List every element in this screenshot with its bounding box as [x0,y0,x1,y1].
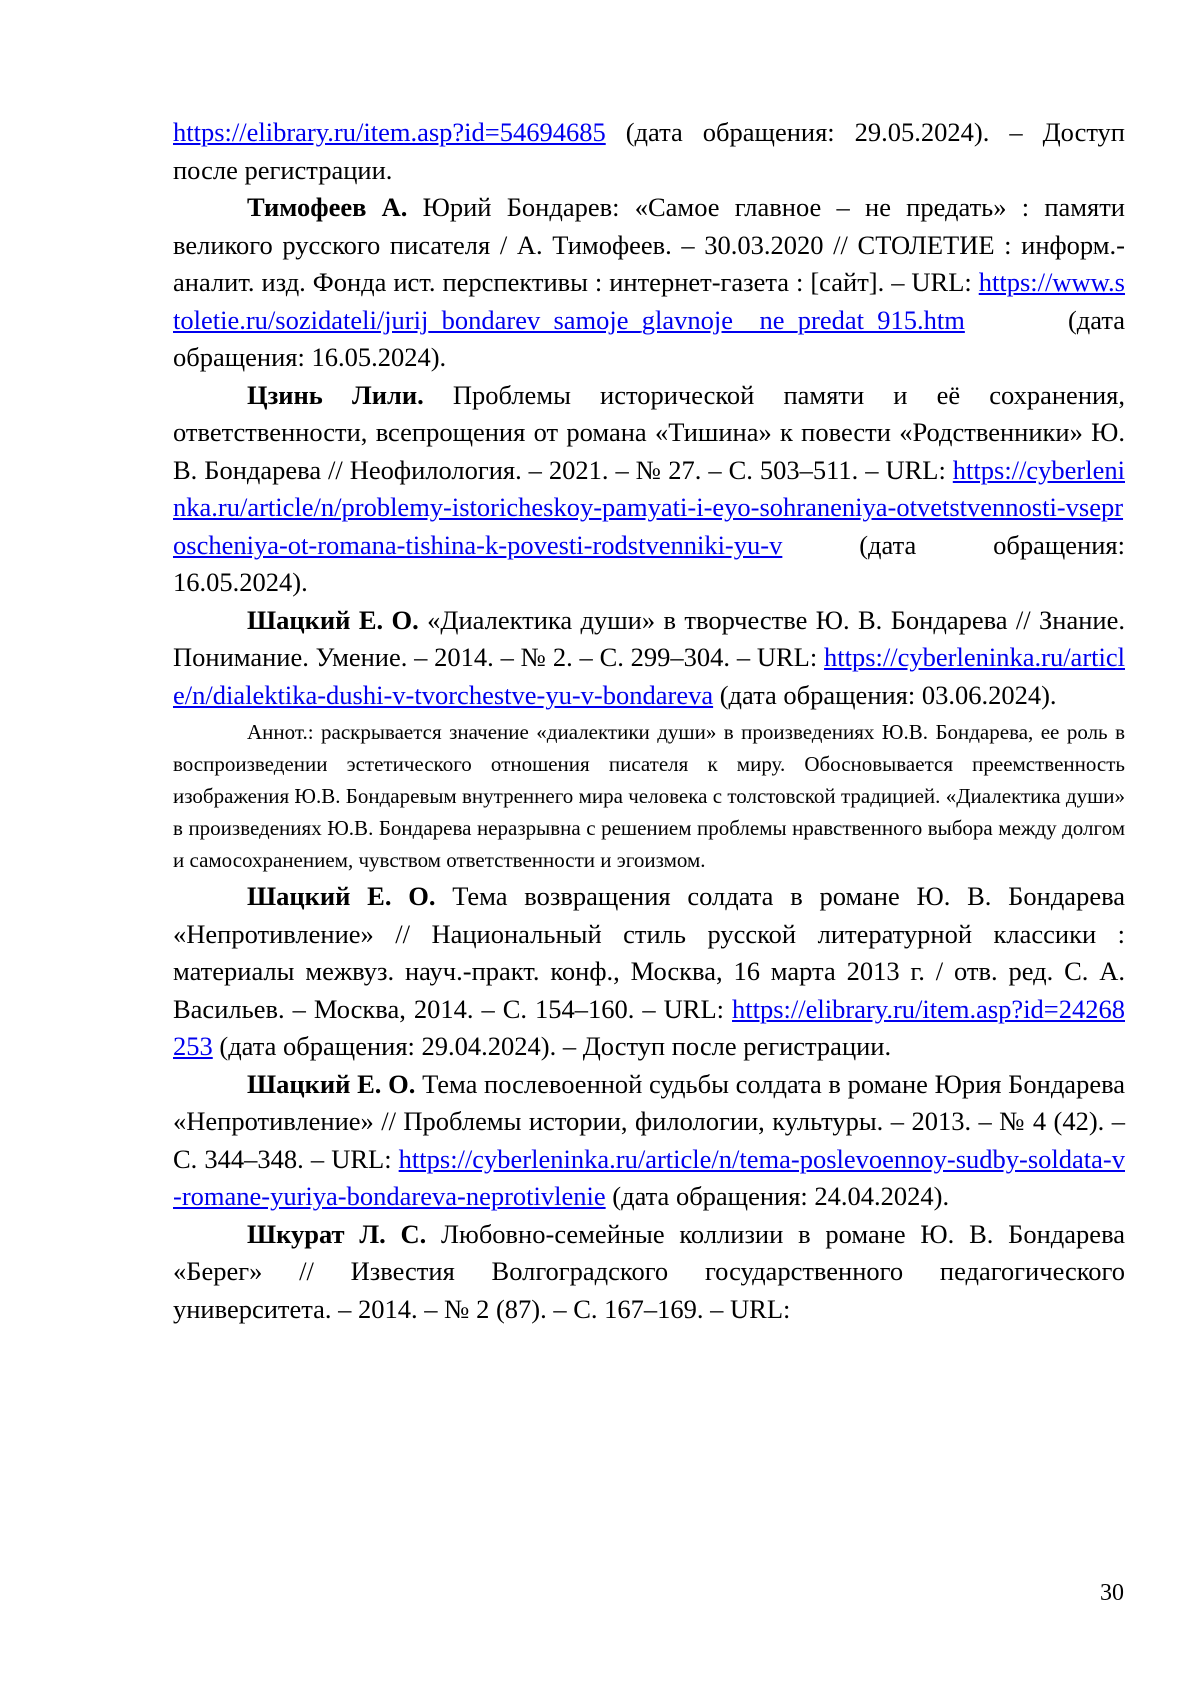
entry-tail: (дата обращения: 16.05.2024). [173,304,1125,372]
bibliography-entry [173,1066,1125,1216]
entry-author: Шацкий Е. О. [247,604,419,635]
entry-text: Любовно-семейные коллизии в романе Ю. В. Бондарева «Берег» // Известия Волгоградского государственного педагогического университета. – 2014. – № 2 (87). – С. 167–169. – URL: [173,1218,1125,1324]
entry-text: Проблемы исторической памяти и её сохранения, ответственности, всепрощения от романа «Тишина» к повести «Родственники» Ю. В. Бондарева // Неофилология. – 2021. – № 27. – С. 503–511. – URL: [173,379,1125,485]
reference-link[interactable]: https://cyberleninka.ru/article/n/tema-poslevoennoy-sudby-soldata-v-romane-yuriya-bondareva-neprotivlenie [173,1143,1125,1211]
bibliography-entry-continued [173,114,1125,189]
reference-link[interactable]: https://cyberleninka.ru/article/n/problemy-istoricheskoy-pamyati-i-eyo-sohraneniya-otvetstvennosti-vseproscheniya-ot-romana-tishina-k-povesti-rodstvenniki-yu-v [173,454,1125,560]
entry-text: Тема послевоенной судьбы солдата в романе Юрия Бондарева «Непротивление» // Проблемы истории, филологии, культуры. – 2013. – № 4 (42). – С. 344–348. – URL: [173,1068,1126,1174]
entry-author: Цзинь Лили. [247,379,424,410]
entry-tail: (дата обращения: 24.04.2024). [605,1181,950,1211]
bibliography-entry [173,189,1125,377]
reference-link[interactable]: https://cyberleninka.ru/article/n/dialektika-dushi-v-tvorchestve-yu-v-bondareva [173,642,1125,710]
bibliography-entry [173,878,1125,1066]
entry-author: Тимофеев А. [247,192,408,222]
entry-text: Юрий Бондарев: «Самое главное – не предать» : памяти великого русского писателя / А. Тимофеев. – 30.03.2020 // СТОЛЕТИЕ : информ.-аналит. изд. Фонда ист. перспективы : интернет-газета : [сайт]. – URL: [173,192,1125,297]
entry-tail: (дата обращения: 29.04.2024). – Доступ после регистрации. [212,1031,892,1061]
reference-link[interactable]: https://www.stoletie.ru/sozidateli/jurij_bondarev_samoje_glavnoje__ne_predat_915.htm [173,267,1125,335]
entry-tail: (дата обращения: 03.06.2024). [713,679,1057,710]
entry-tail: (дата обращения: 16.05.2024). [173,529,1125,597]
entry-annotation: Аннот.: раскрывается значение «диалектики души» в произведениях Ю.В. Бондарева, ее роль в воспроизведении эстетического отношения писателя к миру. Обосновывается преемственность изображения Ю.В. Бондаревым внутреннего мира человека с толстовской традицией. «Диалектика души» в произведениях Ю.В. Бондарева неразрывна с решением проблемы нравственного выбора между долгом и самосохранением, чувством ответственности и эгоизмом. [173,720,1125,872]
entry-text: Тема возвращения солдата в романе Ю. В. Бондарева «Непротивление» // Национальный стиль русской литературной классики : материалы межвуз. науч.-практ. конф., Москва, 16 марта 2013 г. / отв. ред. С. А. Васильев. – Москва, 2014. – С. 154–160. – URL: [173,881,1126,1024]
entry-text: «Диалектика души» в творчестве Ю. В. Бондарева // Знание. Понимание. Умение. – 2014. – № 2. – С. 299–304. – URL: [173,604,1125,672]
page-number: 30 [1100,1580,1124,1606]
reference-link[interactable]: https://elibrary.ru/item.asp?id=24268253 [173,993,1125,1061]
bibliography-entry [173,1216,1125,1329]
bibliography-entry [173,602,1125,715]
entry-author: Шкурат Л. С. [247,1218,427,1249]
entry-tail: (дата обращения: 29.05.2024). – Доступ после регистрации. [173,117,1125,185]
entry-author: Шацкий Е. О. [247,881,436,911]
reference-link[interactable]: https://elibrary.ru/item.asp?id=54694685 [173,117,606,147]
bibliography-list [173,114,1125,1328]
entry-author: Шацкий Е. О. [247,1068,416,1099]
bibliography-entry [173,377,1125,602]
